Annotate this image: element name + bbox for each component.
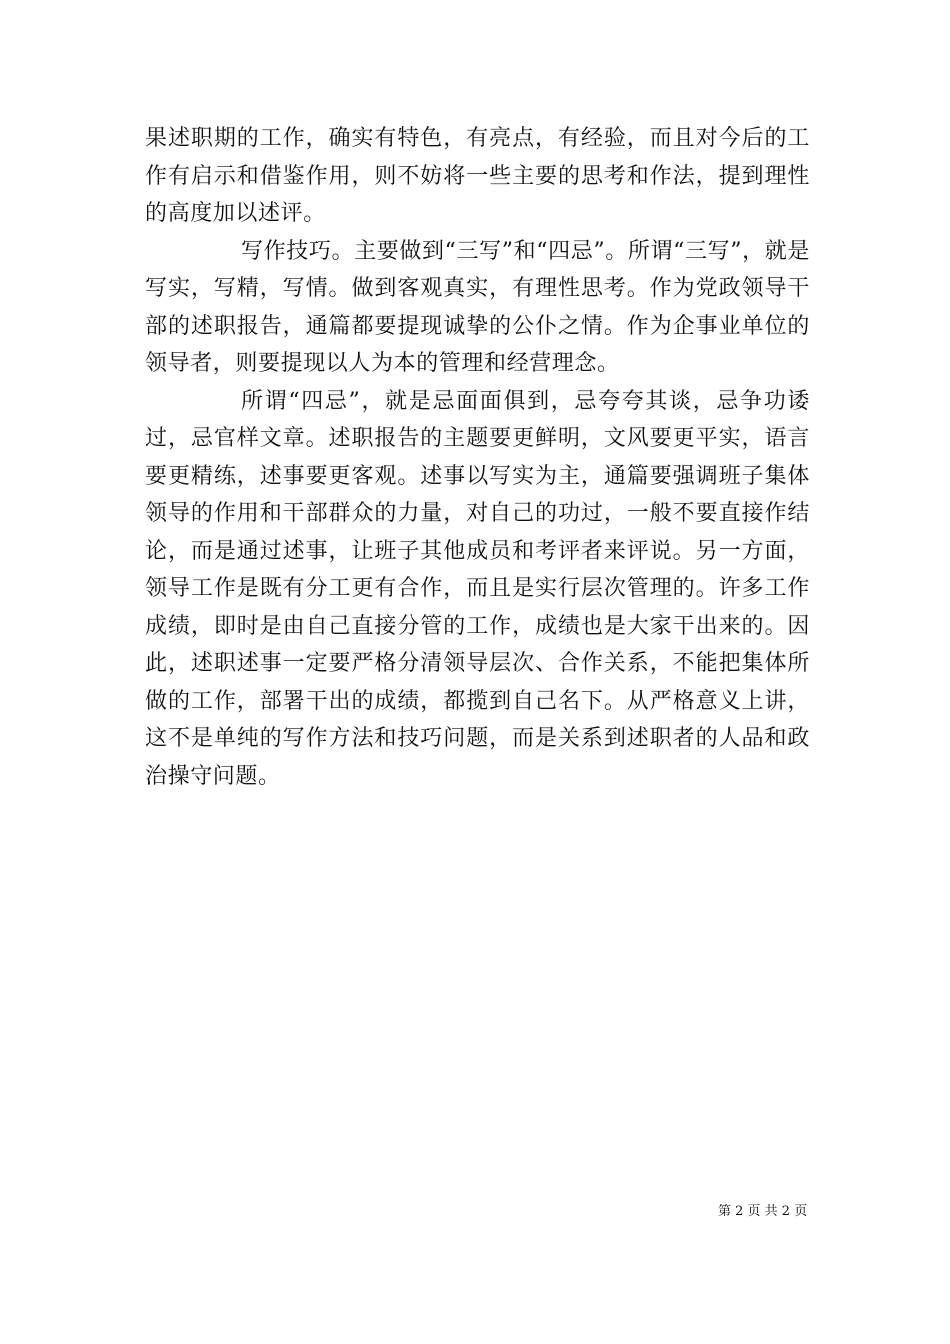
document-body <box>145 120 810 795</box>
paragraph-continuation: 果述职期的工作，确实有特色，有亮点，有经验，而且对今后的工作有启示和借鉴作用，则不妨将一些主要的思考和作法，提到理性的高度加以述评。 <box>145 126 810 226</box>
paragraph-four-taboos: 所谓“四忌”，就是忌面面俱到，忌夸夸其谈，忌争功诿过，忌官样文章。述职报告的主题要更鲜明，文风要更平实，语言要更精练，述事要更客观。述事以写实为主，通篇要强调班子集体领导的作用和干部群众的力量，对自己的功过，一般不要直接作结论，而是通过述事，让班子其他成员和考评者来评说。另一方面，领导工作是既有分工更有合作，而且是实行层次管理的。许多工作成绩，即时是由自己直接分管的工作，成绩也是大家干出来的。因此，述职述事一定要严格分清领导层次、合作关系，不能把集体所做的工作，部署干出的成绩，都揽到自己名下。从严格意义上讲，这不是单纯的写作方法和技巧问题，而是关系到述职者的人品和政治操守问题。 <box>145 388 810 789</box>
page-number-footer: 第 2 页 共 2 页 <box>718 1204 808 1219</box>
paragraph-writing-techniques: 写作技巧。主要做到“三写”和“四忌”。所谓“三写”，就是写实，写精，写情。做到客观真实，有理性思考。作为党政领导干部的述职报告，通篇都要提现诚挚的公仆之情。作为企事业单位的领导者，则要提现以人为本的管理和经营理念。 <box>145 238 810 376</box>
